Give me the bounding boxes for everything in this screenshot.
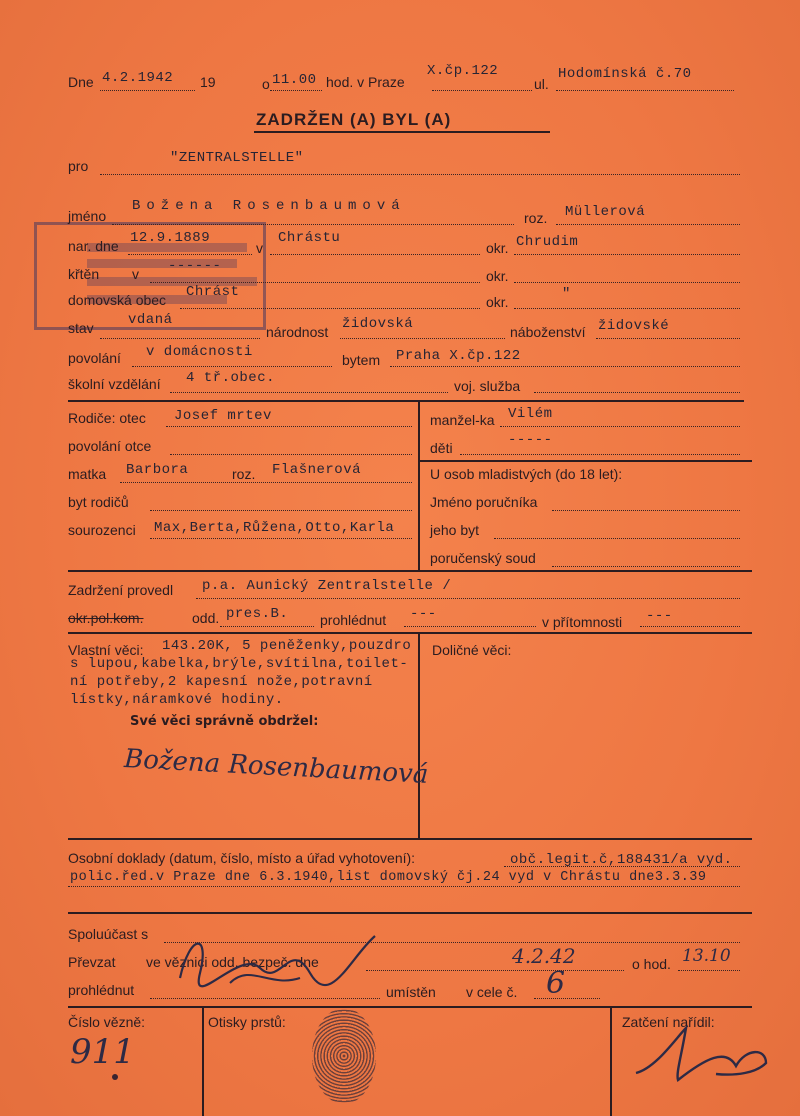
obdrzel-stamp: Své věci správně obdržel:	[130, 714, 319, 729]
mladistvi-label: U osob mladistvých (do 18 let):	[430, 466, 623, 482]
odd-label: odd.	[192, 610, 220, 626]
doklady-label: Osobní doklady (datum, číslo, místo a úřad vyhotovení):	[68, 850, 416, 866]
doklady-line-2: polic.řed.v Praze dne 6.3.1940,list domovský čj.24 vyd v Chrástu dne3.3.39	[70, 870, 707, 885]
vlastni-line-2: s lupou,kabelka,brýle,svítilna,toilet-	[70, 656, 409, 672]
owner-signature: Božena Rosenbaumová	[123, 744, 430, 790]
stav-value: vdaná	[128, 312, 173, 328]
jmeno-label: jméno	[68, 208, 107, 224]
prohlednut-footer-label: prohlédnut	[68, 982, 135, 998]
matka-value: Barbora	[126, 462, 189, 478]
umisten-label: umístěn	[386, 984, 436, 1000]
okr3-label: okr.	[486, 294, 509, 310]
roz-value: Müllerová	[565, 204, 646, 220]
okr1-value: Chrudim	[516, 234, 579, 250]
vlastni-label: Vlastní věci:	[68, 642, 144, 658]
document-title: ZADRŽEN (A) BYL (A)	[256, 110, 452, 129]
krten-value: ------	[168, 258, 222, 274]
pritomnosti-label: v přítomnosti	[542, 614, 623, 630]
prohlednut-label: prohlédnut	[320, 612, 387, 628]
pro-label: pro	[68, 158, 89, 174]
hod-label: hod. v Praze	[326, 74, 405, 90]
narodnost-value: židovská	[342, 316, 414, 332]
povolani-otce-label: povolání otce	[68, 438, 152, 454]
povolani-value: v domácnosti	[146, 344, 253, 360]
nabozenstvi-value: židovské	[598, 318, 670, 334]
odd-value: pres.B.	[226, 606, 289, 622]
jmeno-value: Božena Rosenbaumová	[132, 198, 406, 214]
sourozenci-value: Max,Berta,Růžena,Otto,Karla	[154, 520, 395, 536]
doklady-line-1: obč.legit.č,188431/a vyd.	[510, 852, 733, 868]
krten-label: křtěn	[68, 266, 100, 282]
deti-value: -----	[508, 432, 553, 448]
zatceni-label: Zatčení nařídil:	[622, 1014, 715, 1030]
pritomnosti-value: ---	[646, 608, 673, 624]
dolicne-label: Doličné věci:	[432, 642, 512, 658]
date-value: 4.2.1942	[102, 70, 174, 86]
matka-roz-value: Flašnerová	[272, 462, 362, 478]
manzel-label: manžel-ka	[430, 412, 495, 428]
otec-value: Josef mrtev	[174, 408, 272, 424]
bytem-label: bytem	[342, 352, 381, 368]
time-value: 11.00	[272, 72, 317, 88]
vlastni-line-3: ní potřeby,2 kapesní nože,potravní	[70, 674, 373, 690]
veznice-label: ve věznici odd. bezpeč. dne	[146, 954, 319, 970]
krten-v-label: v	[132, 266, 139, 282]
okr1-label: okr.	[486, 240, 509, 256]
place-value: X.čp.122	[427, 63, 499, 79]
nar-label: nar. dne	[68, 238, 119, 254]
otisky-label: Otisky prstů:	[208, 1014, 286, 1030]
street-value: Hodomínská č.70	[558, 66, 692, 82]
prevzat-label: Převzat	[68, 954, 116, 970]
okr3-value: "	[562, 286, 571, 302]
punch-hole	[112, 1074, 118, 1080]
dne-label: Dne	[68, 74, 94, 90]
officer-signature-1	[170, 928, 390, 1000]
skolni-label: školní vzdělání	[68, 376, 161, 392]
bytem-value: Praha X.čp.122	[396, 348, 521, 364]
time-prefix: o	[262, 76, 270, 92]
provedl-value: p.a. Aunický Zentralstelle /	[202, 578, 452, 594]
okr-pol-label: okr.pol.kom.	[68, 610, 144, 626]
provedl-label: Zadržení provedl	[68, 582, 174, 598]
roz-label: roz.	[524, 210, 548, 226]
domovska-value: Chrást	[186, 284, 240, 300]
jeho-byt-label: jeho byt	[430, 522, 480, 538]
domovska-label: domovská obec	[68, 292, 167, 308]
cislo-vezne-label: Číslo vězně:	[68, 1014, 146, 1030]
cele-value: 6	[546, 966, 566, 1001]
okr2-label: okr.	[486, 268, 509, 284]
skolni-value: 4 tř.obec.	[186, 370, 276, 386]
cele-label: v cele č.	[466, 984, 518, 1000]
deti-label: děti	[430, 440, 453, 456]
nar-place: Chrástu	[278, 230, 341, 246]
byt-label: byt rodičů	[68, 494, 129, 510]
officer-signature-2	[616, 1018, 786, 1088]
fingerprint	[312, 1008, 376, 1104]
cislo-vezne-value: 911	[70, 1032, 135, 1072]
manzel-value: Vilém	[508, 406, 553, 422]
voj-label: voj. služba	[454, 378, 521, 394]
vlastni-line-4: lístky,náramkové hodiny.	[70, 692, 284, 708]
narodnost-label: národnost	[266, 324, 329, 340]
o-hod-value: 13.10	[682, 946, 731, 966]
matka-roz-label: roz.	[232, 466, 256, 482]
prohlednut-value: ---	[410, 606, 437, 622]
soud-label: poručenský soud	[430, 550, 536, 566]
sourozenci-label: sourozenci	[68, 522, 136, 538]
year-label: 19	[200, 74, 216, 90]
nar-date: 12.9.1889	[130, 230, 211, 246]
prevzat-date: 4.2.42	[512, 944, 576, 968]
rodice-label: Rodiče: otec	[68, 410, 146, 426]
pro-value: "ZENTRALSTELLE"	[170, 150, 304, 166]
porucnik-label: Jméno poručníka	[430, 494, 538, 510]
nar-v-label: v	[256, 240, 263, 256]
nabozenstvi-label: náboženství	[510, 324, 586, 340]
ul-label: ul.	[534, 76, 549, 92]
stav-label: stav	[68, 320, 94, 336]
spoluucast-label: Spoluúčast s	[68, 926, 149, 942]
povolani-label: povolání	[68, 350, 121, 366]
o-hod-label: o hod.	[632, 956, 671, 972]
vlastni-line-1: 143.20K, 5 peněženky,pouzdro	[162, 638, 412, 654]
matka-label: matka	[68, 466, 107, 482]
